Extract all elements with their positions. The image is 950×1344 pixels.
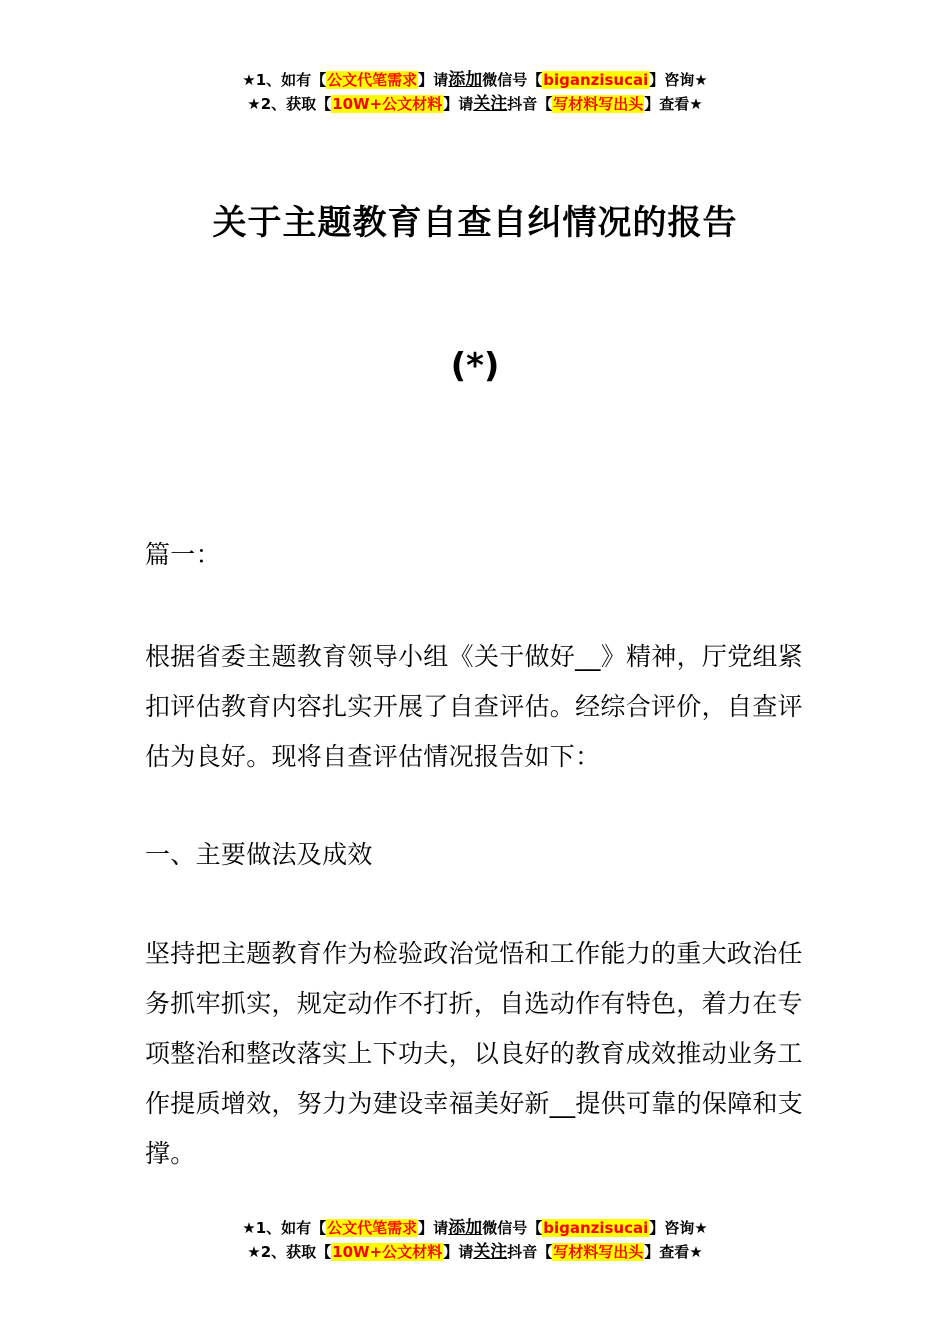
banner-highlight: 10W+公文材料 <box>332 95 443 113</box>
banner-line-2 <box>0 1240 950 1264</box>
banner-text: 微信号【 <box>482 1219 543 1237</box>
document-title: 关于主题教育自查自纠情况的报告 <box>212 203 738 243</box>
banner-highlight: 公文代笔需求 <box>327 1219 418 1237</box>
banner-text: 抖音【 <box>507 95 553 113</box>
banner-text: 】请 <box>418 71 449 89</box>
banner-text: 微信号【 <box>482 71 543 89</box>
bottom-banner <box>0 1216 950 1264</box>
banner-line-1 <box>0 68 950 92</box>
banner-text: ★1、如有【 <box>242 1219 327 1237</box>
banner-underline: 关注 <box>473 1242 508 1262</box>
banner-wechat-id: biganzisucai <box>543 71 649 89</box>
banner-douyin-id: 写材料写出头 <box>553 95 644 113</box>
top-banner <box>0 68 950 116</box>
banner-text: 抖音【 <box>507 1243 553 1261</box>
banner-text: 】请 <box>418 1219 449 1237</box>
banner-underline: 添加 <box>448 70 483 90</box>
banner-text: 】请 <box>443 95 474 113</box>
banner-underline: 添加 <box>448 1218 483 1238</box>
banner-text: 】查看★ <box>644 95 703 113</box>
banner-text: ★2、获取【 <box>247 95 332 113</box>
paragraph-2: 坚持把主题教育作为检验政治觉悟和工作能力的重大政治任务抓牢抓实，规定动作不打折，自选动作有特色，着力在专项整治和整改落实上下功夫，以良好的教育成效推动业务工作提质增效，努力为建设幸福美好新__提供可靠的保障和支撑。 <box>145 939 804 1168</box>
banner-highlight: 公文代笔需求 <box>327 71 418 89</box>
heading-1: 一、主要做法及成效 <box>145 840 373 869</box>
banner-text: ★2、获取【 <box>247 1243 332 1261</box>
paragraph-1: 根据省委主题教育领导小组《关于做好__》精神，厅党组紧扣评估教育内容扎实开展了自查评估。经综合评价，自查评估为良好。现将自查评估情况报告如下： <box>145 642 804 771</box>
banner-line-1 <box>0 1216 950 1240</box>
document-subtitle: (*) <box>450 346 500 386</box>
banner-text: 】查看★ <box>644 1243 703 1261</box>
banner-douyin-id: 写材料写出头 <box>553 1243 644 1261</box>
banner-underline: 关注 <box>473 94 508 114</box>
banner-text: 】咨询★ <box>649 71 708 89</box>
banner-wechat-id: biganzisucai <box>543 1219 649 1237</box>
banner-line-2 <box>0 92 950 116</box>
banner-text: 】请 <box>443 1243 474 1261</box>
section-label: 篇一： <box>145 540 221 569</box>
banner-highlight: 10W+公文材料 <box>332 1243 443 1261</box>
banner-text: ★1、如有【 <box>242 71 327 89</box>
banner-text: 】咨询★ <box>649 1219 708 1237</box>
